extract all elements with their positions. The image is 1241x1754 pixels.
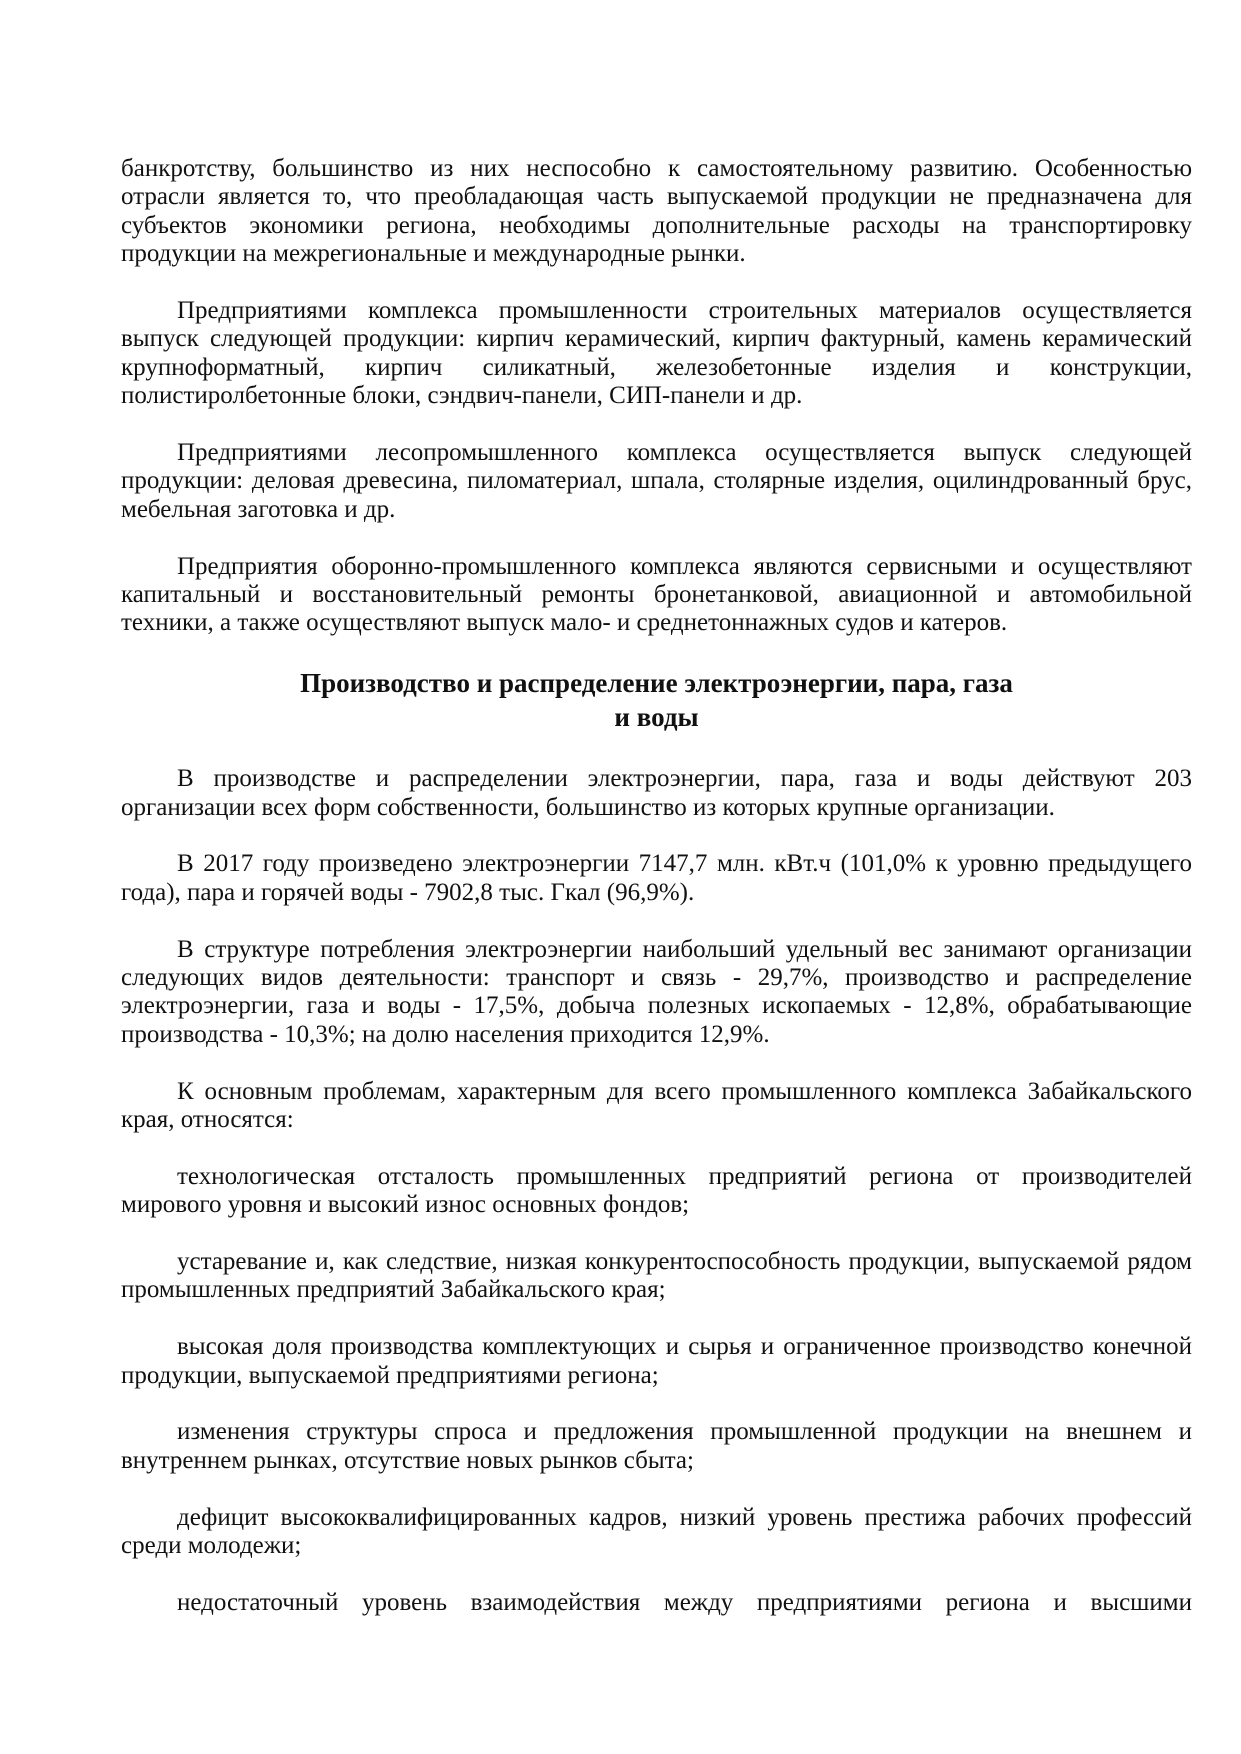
paragraph-building-materials: Предприятиями комплекса промышленности строительных материалов осуществляется выпуск следующей продукции: кирпич керамический, кирпич фактурный, камень керамический крупноформатный, кирпич силикатный, железобетонные изделия и конструкции, полистиролбетонные блоки, сэндвич-панели, СИП-панели и др. <box>121 297 1192 410</box>
section-heading <box>121 666 1192 734</box>
problem-item: дефицит высококвалифицированных кадров, низкий уровень престижа рабочих профессий среди молодежи; <box>121 1503 1192 1560</box>
problem-item: высокая доля производства комплектующих и сырья и ограниченное производство конечной продукции, выпускаемой предприятиями региона; <box>121 1333 1192 1389</box>
paragraph-continuation: банкротству, большинство из них неспособно к самостоятельному развитию. Особенностью отрасли является то, что преобладающая часть выпускаемой продукции не предназначена для субъектов экономики региона, необходимы дополнительные расходы на транспортировку продукции на межрегиональные и международные рынки. <box>121 155 1192 268</box>
paragraph-defense-industry: Предприятия оборонно-промышленного комплекса являются сервисными и осуществляют капитальный и восстановительный ремонты бронетанковой, авиационной и автомобильной техники, а также осуществляют выпуск мало- и среднетоннажных судов и катеров. <box>121 552 1192 637</box>
document-page <box>121 155 1192 1646</box>
problem-item: устаревание и, как следствие, низкая конкурентоспособность продукции, выпускаемой рядом промышленных предприятий Забайкальского края; <box>121 1248 1192 1304</box>
section-heading-line2: и воды <box>614 702 699 733</box>
paragraph-organizations: В производстве и распределении электроэнергии, пара, газа и воды действуют 203 организации всех форм собственности, большинство из которых крупные организации. <box>121 765 1192 821</box>
paragraph-problems-intro: К основным проблемам, характерным для всего промышленного комплекса Забайкальского края, относятся: <box>121 1077 1192 1134</box>
problem-item: технологическая отсталость промышленных предприятий региона от производителей мирового уровня и высокий износ основных фондов; <box>121 1162 1192 1219</box>
section-heading-line1: Производство и распределение электроэнергии, пара, газа <box>300 668 1013 699</box>
problem-item: изменения структуры спроса и предложения промышленной продукции на внешнем и внутреннем рынках, отсутствие новых рынков сбыта; <box>121 1418 1192 1474</box>
problem-item: недостаточный уровень взаимодействия между предприятиями региона и высшими <box>177 1588 1192 1616</box>
paragraph-production-2017: В 2017 году произведено электроэнергии 7147,7 млн. кВт.ч (101,0% к уровню предыдущего года), пара и горячей воды - 7902,8 тыс. Гкал (96,9%). <box>121 850 1192 906</box>
paragraph-timber-industry: Предприятиями лесопромышленного комплекса осуществляется выпуск следующей продукции: деловая древесина, пиломатериал, шпала, столярные изделия, оцилиндрованный брус, мебельная заготовка и др. <box>121 439 1192 523</box>
paragraph-consumption-structure: В структуре потребления электроэнергии наибольший удельный вес занимают организации следующих видов деятельности: транспорт и связь - 29,7%, производство и распределение электроэнергии, газа и воды - 17,5%, добыча полезных ископаемых - 12,8%, обрабатывающие производства - 10,3%; на долю населения приходится 12,9%. <box>121 935 1192 1048</box>
